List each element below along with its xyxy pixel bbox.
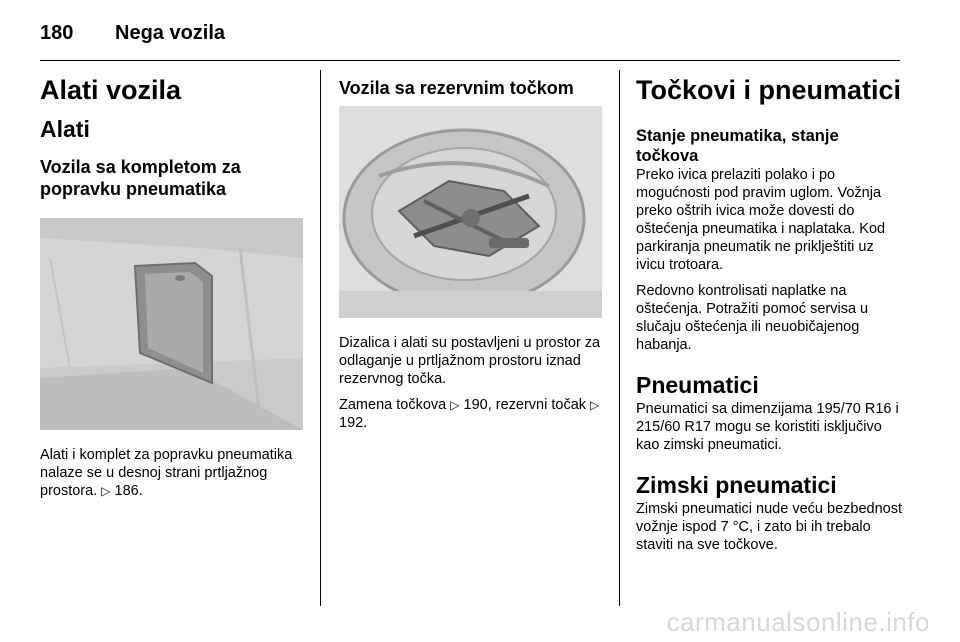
spare-wheel-illustration xyxy=(339,106,602,318)
column-divider xyxy=(320,70,321,606)
page-number: 180 xyxy=(40,22,74,44)
trunk-illustration xyxy=(40,218,303,430)
paragraph-tyre-condition-2: Redovno kontrolisati naplatke na oštećenja. Potražiti pomoć servisa u slučaju oštećenja ili neuobičajenog habanja. xyxy=(636,283,869,353)
subheading-spare-wheel: Vozila sa rezervnim točkom xyxy=(339,78,574,98)
paragraph-wheel-refs xyxy=(339,396,604,432)
spare-wheel-photo xyxy=(339,106,602,318)
paragraph-tyres: Pneumatici sa dimenzijama 195/70 R16 i 215/60 R17 mogu se koristiti isključivo kao zimski pneumatici. xyxy=(636,401,899,453)
column-divider xyxy=(619,70,620,606)
section-title-alati: Alati xyxy=(40,116,90,142)
paragraph-winter-tyres: Zimski pneumatici nude veću bezbednost vožnje ispod 7 °C, i zato bi ih trebalo staviti na sve točkove. xyxy=(636,501,902,553)
page-reference[interactable]: 186. xyxy=(114,483,143,499)
reference-arrow-icon: ▷ xyxy=(450,398,460,412)
page-reference-192[interactable]: 192. xyxy=(339,415,368,431)
column-3 xyxy=(636,70,904,554)
column-1 xyxy=(40,70,305,500)
heading-winter-tyres: Zimski pneumatici xyxy=(636,472,837,498)
site-watermark: carmanualsonline.info xyxy=(666,607,930,637)
chapter-title: Alati vozila xyxy=(40,75,182,105)
caption-repair-kit xyxy=(40,446,305,500)
subheading-repair-kit: Vozila sa kompletom za popravku pneumatika xyxy=(40,157,241,199)
chapter-title-wheels: Točkovi i pneumatici xyxy=(636,75,902,105)
page-reference-190[interactable]: 190, rezervni točak xyxy=(463,397,587,413)
wheel-change-text: Zamena točkova xyxy=(339,397,447,413)
page-header xyxy=(40,22,900,46)
heading-tyres: Pneumatici xyxy=(636,372,759,398)
section-title: Nega vozila xyxy=(115,22,226,44)
paragraph-tyre-condition-1: Preko ivica prelaziti polako i po mogućnosti pod pravim uglom. Vožnja preko oštrih ivica može dovesti do oštećenja pneumatika i naplataka. Kod parkiranja pneumatik ne priklještiti uz ivicu trotoara. xyxy=(636,167,886,273)
trunk-photo xyxy=(40,218,303,430)
paragraph-jack-location: Dizalica i alati su postavljeni u prostor za odlaganje u prtljažnom prostoru iznad rezervnog točka. xyxy=(339,335,601,387)
column-2 xyxy=(339,70,604,432)
header-divider xyxy=(40,60,900,61)
reference-arrow-icon: ▷ xyxy=(590,398,600,412)
heading-tyre-condition: Stanje pneumatika, stanje točkova xyxy=(636,127,839,165)
reference-arrow-icon: ▷ xyxy=(101,484,111,498)
caption-text: Alati i komplet za popravku pneumatika nalaze se u desnoj strani prtljažnog prostora. xyxy=(40,447,293,499)
